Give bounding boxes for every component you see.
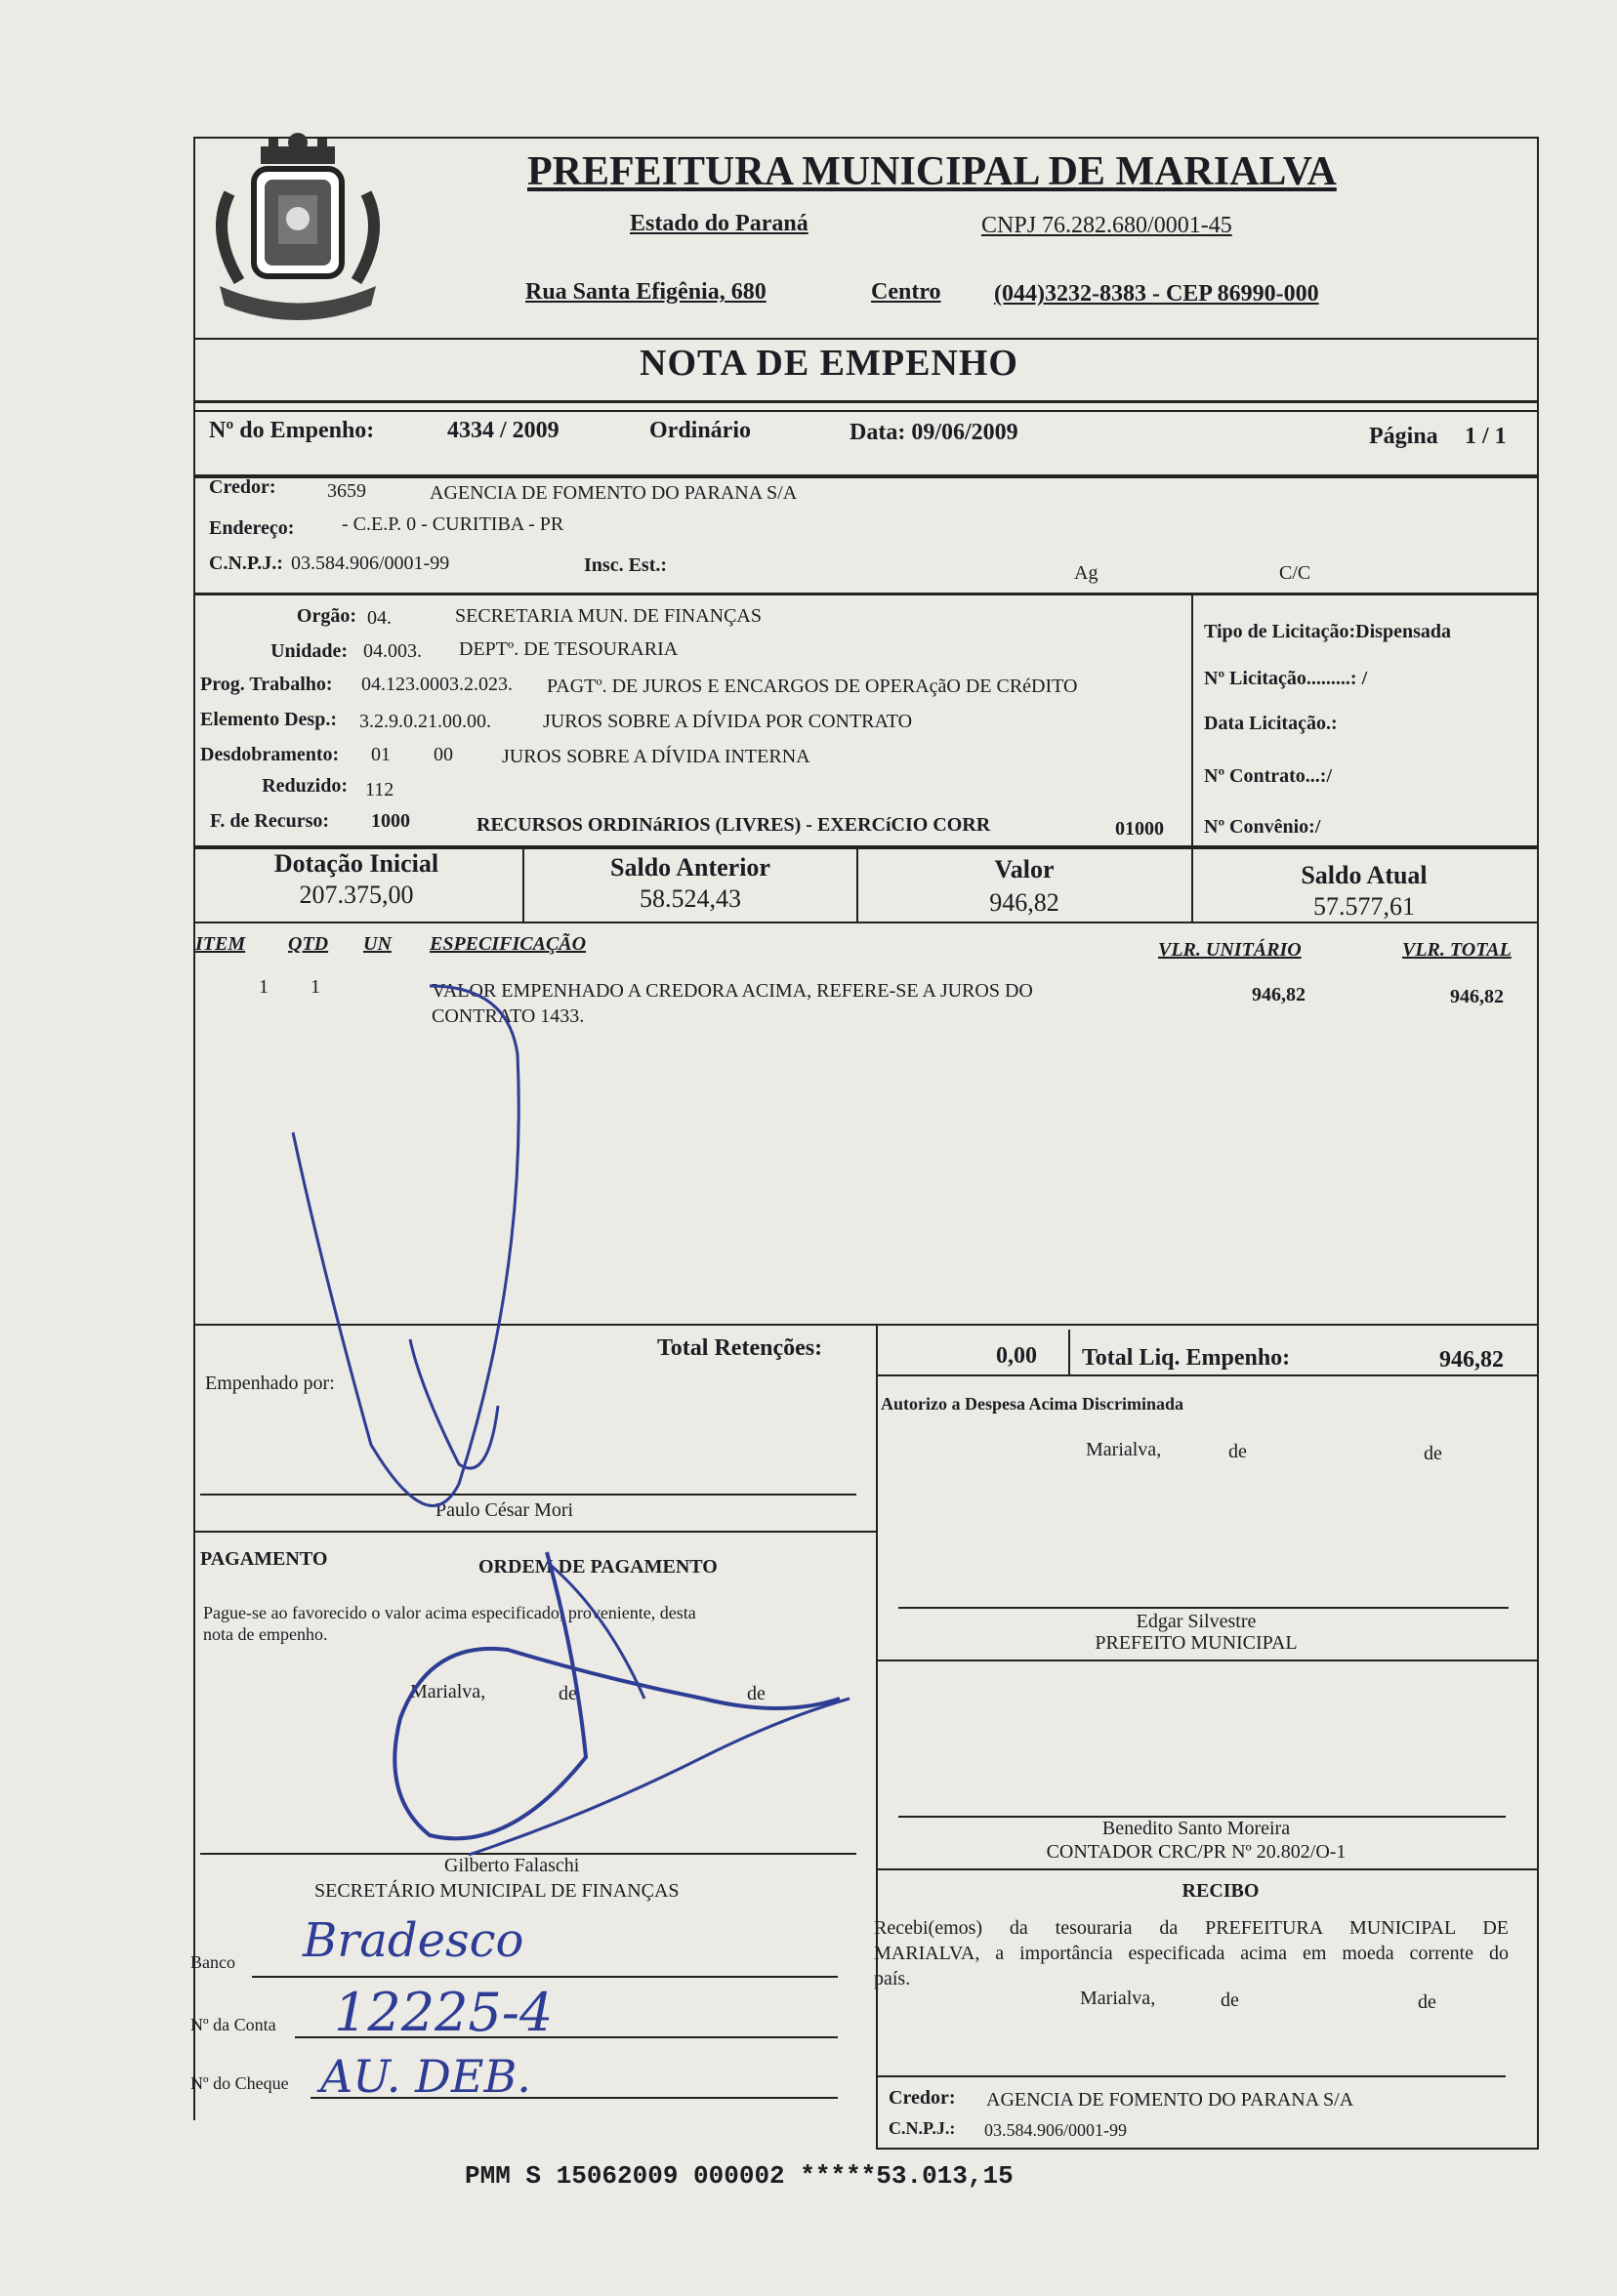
- recurso-code: 01000: [1115, 818, 1164, 840]
- valor-label: Valor: [994, 855, 1055, 883]
- desdobramento-2: 00: [434, 744, 453, 765]
- prog-desc: PAGTº. DE JUROS E ENCARGOS DE OPERAçãO DE CRéDITO: [547, 676, 1078, 697]
- pagamento-de-1: de: [559, 1683, 577, 1704]
- credor-code: 3659: [327, 480, 366, 502]
- item-desc-line1: VALOR EMPENHADO A CREDORA ACIMA, REFERE-SE A JUROS DO: [432, 980, 1033, 1002]
- recibo-de-2: de: [1418, 1991, 1436, 2013]
- recibo-place: Marialva,: [1080, 1988, 1156, 2009]
- dotacao-value: 207.375,00: [299, 881, 414, 909]
- conta-handwritten: 12225-4: [334, 1982, 554, 2043]
- liquido-label: Total Liq. Empenho:: [1082, 1345, 1291, 1371]
- recibo-text-2: MARIALVA, a importância especificada acima em moeda corrente do: [874, 1943, 1509, 1964]
- saldo-atual-label: Saldo Atual: [1301, 861, 1428, 889]
- prog-label: Prog. Trabalho:: [200, 674, 333, 695]
- pagamento-de-2: de: [747, 1683, 766, 1704]
- ag-label: Ag: [1074, 562, 1099, 584]
- recibo-text-3: país.: [874, 1968, 911, 1989]
- liquido-value: 946,82: [1439, 1347, 1504, 1373]
- recibo-de-1: de: [1221, 1989, 1239, 2011]
- orgao-label: Orgão:: [296, 605, 356, 627]
- insc-label: Insc. Est.:: [584, 554, 668, 576]
- item-total-value: 946,82: [1450, 986, 1504, 1007]
- col-item: ITEM: [195, 933, 246, 955]
- item-desc-line2: CONTRATO 1433.: [432, 1005, 585, 1027]
- saldo-anterior-label: Saldo Anterior: [610, 853, 770, 882]
- elemento-desc: JUROS SOBRE A DÍVIDA POR CONTRATO: [543, 711, 913, 732]
- pagamento-label: PAGAMENTO: [200, 1548, 328, 1570]
- saldo-anterior-value: 58.524,43: [640, 884, 741, 913]
- empenho-date: Data: 09/06/2009: [850, 420, 1018, 445]
- col-vlr-total: VLR. TOTAL: [1402, 939, 1512, 961]
- unidade-label: Unidade:: [270, 640, 348, 662]
- pagamento-text-2: nota de empenho.: [203, 1624, 328, 1644]
- dotacao-label: Dotação Inicial: [273, 849, 439, 878]
- prefeito-role: PREFEITO MUNICIPAL: [1095, 1632, 1298, 1654]
- elemento-label: Elemento Desp.:: [200, 709, 337, 730]
- phone-cep: (044)3232-8383 - CEP 86990-000: [994, 281, 1319, 307]
- secretario-role: SECRETÁRIO MUNICIPAL DE FINANÇAS: [314, 1880, 680, 1902]
- elemento-value: 3.2.9.0.21.00.00.: [359, 711, 491, 732]
- empenho-type: Ordinário: [649, 418, 752, 443]
- col-vlr-unitario: VLR. UNITÁRIO: [1158, 939, 1302, 961]
- footer-stamp: PMM S 15062009 000002 *****53.013,15: [465, 2161, 1014, 2191]
- cheque-handwritten: AU. DEB.: [320, 2050, 531, 2103]
- desdobramento-1: 01: [371, 744, 391, 765]
- page-label: Página: [1369, 424, 1438, 449]
- col-un: UN: [363, 933, 392, 955]
- autorizo-de-1: de: [1228, 1441, 1247, 1462]
- secretario-name: Gilberto Falaschi: [444, 1855, 580, 1876]
- desdobramento-desc: JUROS SOBRE A DÍVIDA INTERNA: [502, 746, 810, 767]
- recibo-cnpj-label: C.N.P.J.:: [889, 2118, 956, 2138]
- unidade-value: 04.003.: [363, 640, 422, 662]
- licitacao-numero: Nº Licitação.........: /: [1204, 668, 1368, 689]
- item-number: 1: [259, 976, 269, 998]
- cnpj-header: CNPJ 76.282.680/0001-45: [981, 213, 1232, 238]
- banco-label: Banco: [190, 1952, 235, 1972]
- recibo-text-1: Recebi(emos) da tesouraria da PREFEITURA MUNICIPAL DE: [874, 1917, 1509, 1939]
- empenho-number: 4334 / 2009: [447, 418, 560, 443]
- convenio-numero: Nº Convênio:/: [1204, 816, 1321, 838]
- valor-value: 946,82: [989, 888, 1059, 917]
- page-number: 1 / 1: [1465, 424, 1507, 449]
- cheque-label: Nº do Cheque: [190, 2073, 289, 2093]
- contrato-numero: Nº Contrato...:/: [1204, 765, 1333, 787]
- unidade-desc: DEPTº. DE TESOURARIA: [459, 638, 679, 660]
- banco-handwritten: Bradesco: [303, 1913, 524, 1968]
- orgao-desc: SECRETARIA MUN. DE FINANÇAS: [455, 605, 762, 627]
- ordem-pagamento-label: ORDEM DE PAGAMENTO: [478, 1556, 718, 1578]
- document-title: NOTA DE EMPENHO: [640, 343, 1018, 384]
- item-unit-value: 946,82: [1252, 984, 1306, 1005]
- retencoes-value: 0,00: [996, 1343, 1037, 1369]
- orgao-value: 04.: [367, 607, 392, 629]
- cnpj-label: C.N.P.J.:: [209, 553, 283, 574]
- credor-name: AGENCIA DE FOMENTO DO PARANA S/A: [430, 482, 798, 504]
- endereco-label: Endereço:: [209, 517, 295, 539]
- street-address: Rua Santa Efigênia, 680: [525, 279, 767, 305]
- state-name: Estado do Paraná: [630, 211, 808, 236]
- empenhado-name: Paulo César Mori: [435, 1499, 574, 1521]
- licitacao-data: Data Licitação.:: [1204, 713, 1338, 734]
- autorizo-place: Marialva,: [1086, 1439, 1162, 1460]
- reduzido-label: Reduzido:: [262, 775, 348, 797]
- saldo-atual-value: 57.577,61: [1313, 892, 1415, 921]
- recibo-credor-value: AGENCIA DE FOMENTO DO PARANA S/A: [986, 2089, 1354, 2111]
- reduzido-value: 112: [365, 779, 394, 800]
- prog-value: 04.123.0003.2.023.: [361, 674, 513, 695]
- recibo-credor-label: Credor:: [889, 2087, 956, 2109]
- district: Centro: [871, 279, 941, 305]
- recibo-label: RECIBO: [1182, 1880, 1260, 1902]
- credor-label: Credor:: [209, 476, 276, 498]
- recurso-value: 1000: [371, 810, 410, 832]
- recibo-cnpj-value: 03.584.906/0001-99: [984, 2120, 1127, 2140]
- pagamento-place: Marialva,: [410, 1681, 486, 1702]
- empenhado-label: Empenhado por:: [205, 1373, 335, 1394]
- cnpj-value: 03.584.906/0001-99: [291, 553, 450, 574]
- recurso-label: F. de Recurso:: [210, 810, 330, 832]
- contador-role: CONTADOR CRC/PR Nº 20.802/O-1: [1046, 1841, 1347, 1863]
- recurso-desc: RECURSOS ORDINáRIOS (LIVRES) - EXERCíCIO CORR: [477, 814, 991, 836]
- col-qtd: QTD: [288, 933, 329, 955]
- item-qtd: 1: [311, 976, 320, 998]
- col-especificacao: ESPECIFICAÇÃO: [430, 933, 587, 955]
- licitacao-tipo: Tipo de Licitação:Dispensada: [1204, 621, 1451, 642]
- endereco-value: - C.E.P. 0 - CURITIBA - PR: [342, 513, 564, 535]
- prefeitura-title: PREFEITURA MUNICIPAL DE MARIALVA: [527, 149, 1337, 194]
- empenho-number-label: Nº do Empenho:: [209, 418, 375, 443]
- conta-label: Nº da Conta: [190, 2015, 276, 2034]
- desdobramento-label: Desdobramento:: [200, 744, 340, 765]
- autorizo-label: Autorizo a Despesa Acima Discriminada: [881, 1394, 1183, 1414]
- cc-label: C/C: [1279, 562, 1311, 584]
- retencoes-label: Total Retenções:: [657, 1335, 823, 1361]
- contador-name: Benedito Santo Moreira: [1101, 1818, 1291, 1839]
- autorizo-de-2: de: [1424, 1443, 1442, 1464]
- pagamento-text-1: Pague-se ao favorecido o valor acima especificado, proveniente, desta: [203, 1603, 696, 1622]
- prefeito-name: Edgar Silvestre: [1136, 1611, 1257, 1632]
